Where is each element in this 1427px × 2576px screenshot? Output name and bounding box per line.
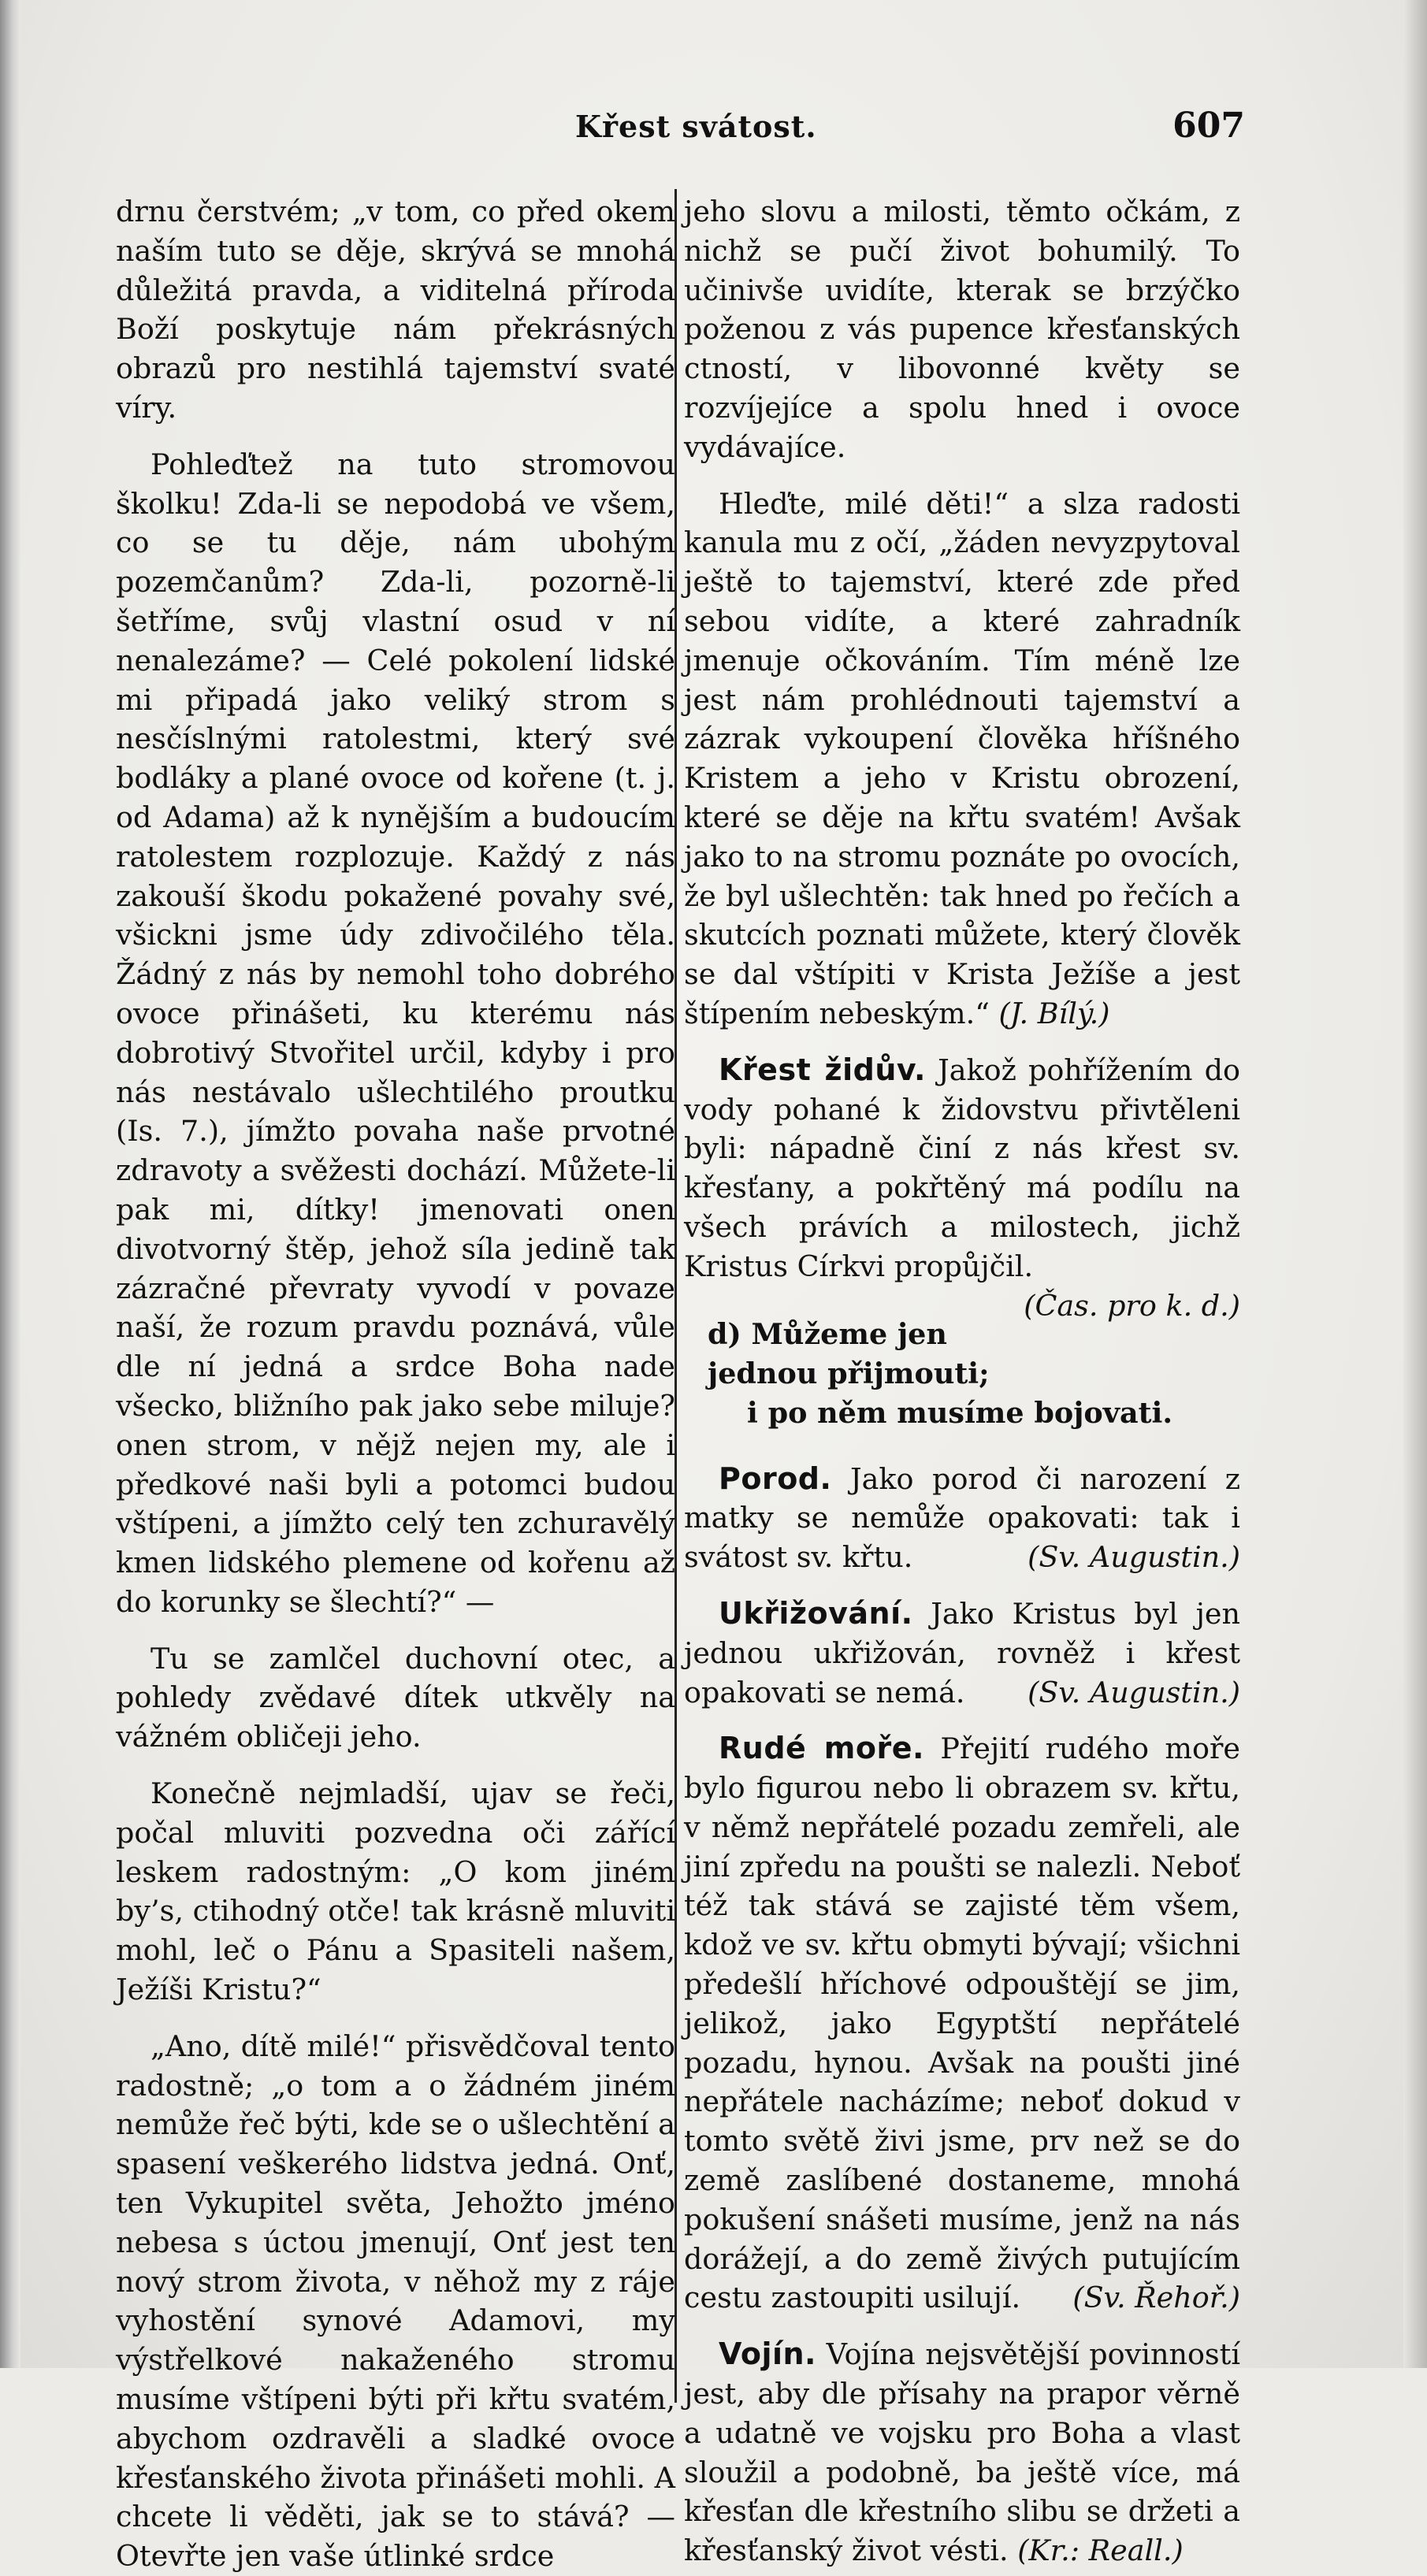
source-citation: (J. Bílý.)	[998, 996, 1110, 1030]
paragraph	[684, 192, 1240, 467]
entry-keyword: Vojín.	[719, 2337, 816, 2372]
paragraph: drnu čerstvém; „v tom, co před okem naším tuto se děje, skrývá se mnohá důležitá pravda, a viditelná příroda Boží poskytuje nám překrásných obrazů pro nestihlá tajemství svaté víry.	[116, 195, 675, 425]
entry-krest-zidu	[684, 1051, 1241, 1323]
page-binding-edge	[0, 0, 20, 2368]
page-number: 607	[1172, 106, 1245, 146]
source-citation: (Sv. Augustin.)	[1028, 1540, 1240, 1575]
entry-keyword: Rudé moře.	[719, 1731, 924, 1766]
entry-keyword: Porod.	[719, 1461, 832, 1496]
right-column	[684, 192, 1240, 2570]
entry-porod	[684, 1460, 1240, 1577]
paragraph: Tu se zamlčel duchovní otec, a pohledy zvědavé dítek utkvěly na vážném obličeji jeho.	[116, 1641, 675, 1754]
paragraph-text: Hleďte, milé děti!“ a slza radosti kanula mu z očí, „žáden nevyzpytoval ještě to tajemství, které zde před sebou vidíte, a které zahradník jmenuje očkováním. Tím méně lze jest nám prohlédnouti tajemství a zázrak vykoupení člověka hříšného Kristem a jeho v Kristu obrození, které se děje na křtu svatém! Avšak jako to na stromu poznáte po ovocích, že byl ušlechtěn: tak hned po řečích a skutcích poznati můžete, který člověk se dal vštípiti v Krista Ježíše a jest štípením nebeským.“	[684, 486, 1240, 1030]
entry-ukrizovani	[684, 1594, 1240, 1712]
source-author: (Kr.:	[1017, 2533, 1080, 2568]
paragraph: Pohleďtež na tuto stromovou školku! Zda-li se nepodobá ve všem, co se tu děje, nám ubohým pozemčanům? Zda-li, pozorně-li šetříme, svůj vlastní osud v ní nenalezáme? — Celé pokolení lidské mi připadá jako veliký strom s nesčíslnými ratolestmi, který své bodláky a plané ovoce od kořene (t. j. od Adama) až k nynějším a budoucím ratolestem rozplozuje. Každý z nás zakouší škodu pokažené povahy své, všickni jsme údy zdivočilého těla. Žádný z nás by nemohl toho dobrého ovoce přinášeti, ku kterému nás dobrotivý Stvořitel určil, kdyby i pro nás nestávalo ušlechtilého proutku (Is. 7.), jímžto povaha naše prvotné zdravoty a svěžesti dochází. Můžete-li pak mi, dítky! jmenovati onen divotvorný štěp, jehož síla jedině tak zázračné převraty vyvodí v povaze naší, že rozum pravdu poznává, vůle dle ní jedná a srdce Boha nade všecko, bližního pak jako sebe miluje? onen strom, v nějž nejen my, ale i předkové naši byli a potomci budou vštípeni, a jímžto celý ten zchuravělý kmen lidského plemene od kořenu až do korunky se šlechtí?“ —	[116, 447, 675, 1619]
source-citation: (Čas. pro k. d.)	[1024, 1288, 1240, 1323]
entry-keyword: Křest židův.	[719, 1052, 926, 1087]
entry-rude-more	[684, 1729, 1240, 2318]
entry-text: Přejití rudého moře bylo figurou nebo li obrazem sv. křtu, v němž nepřátelé pozadu zemřeli, ale jiní zpředu na poušti se nalezli. Neboť též tak stává se zajisté těm všem, kdož ve sv. křtu obmyti bývají; všichni předešlí hříchové odpouštějí se jim, jelikož, jako Egyptští nepřátelé pozadu, hynou. Avšak na poušti jiné nepřátele nacházíme; neboť dokud v tomto světě živi jsme, prv než se do země zaslíbené dostaneme, mnohá pokušení snášeti musíme, jenž na nás dorážejí, a do země živých putujícím cestu zastoupiti usilují.	[684, 1732, 1241, 2315]
page-outer-edge	[1403, 0, 1427, 2368]
running-title: Křest svátost.	[575, 109, 817, 144]
entry-keyword: Ukřižování.	[719, 1595, 913, 1631]
entry-text: Jako porod či narození z matky se nemůže opakovati: tak i svátost sv. křtu.	[684, 1461, 1240, 1575]
source-work: Reall.)	[1088, 2533, 1184, 2568]
entry-text: Jako Kristus byl jen jednou ukřižován, rovněž i křest opakovati se nemá.	[684, 1596, 1240, 1709]
left-column	[116, 192, 675, 2576]
paragraph: Konečně nejmladší, ujav se řeči, počal mluviti pozvedna oči zářící leskem radostným: „O kom jiném by’s, ctihodný otče! tak krásně mluviti mohl, leč o Pánu a Spasiteli našem, Ježíši Kristu?“	[116, 1776, 675, 2007]
entry-text: Vojína nejsvětější povinností jest, aby dle přísahy na prapor věrně a udatně ve vojsku pro Boha a vlast sloužil a podobně, ba ještě více, má křesťan dle křestního slibu se držeti a křesťanský život vésti.	[684, 2337, 1241, 2568]
page-header	[118, 98, 1245, 153]
entry-vojin	[684, 2335, 1240, 2570]
paragraph-text: jeho slovu a milosti, těmto očkám, z nichž se pučí život bohumilý. To učinivše uvidíte, kterak se brzýčko poženou z vás pupence křesťanských ctností, v libovonné květy se rozvíjejíce a spolu hned i ovoce vydávajíce.	[684, 195, 1240, 464]
source-citation: (Sv. Řehoř.)	[1072, 2281, 1240, 2315]
source-citation	[1017, 2533, 1184, 2567]
entry-text: Jakož pohřížením do vody pohané k židovstvu přivtěleni byli: nápadně činí z nás křest sv. křesťany, a pokřtěný má podílu na všech právích a milostech, jichž Kristus Církvi propůjčil.	[684, 1052, 1241, 1283]
section-heading-line: d) Můžeme jen jednou přijmouti;	[708, 1316, 990, 1390]
paragraph: „Ano, dítě milé!“ přisvědčoval tento radostně; „o tom a o žádném jiném nemůže řeč býti, kde se o ušlechtění a spasení veškerého lidstva jedná. Onť, ten Vykupitel světa, Jehožto jméno nebesa s úctou jmenují, Onť jest ten nový strom života, v něhož my z ráje vyhostění synové Adamovi, my výstřelkové nakaženého stromu musíme vštípeni býti při křtu svatém, abychom ozdravěli a sladké ovoce křesťanského života přinášeti mohli. A chcete li věděti, jak se to stává? — Otevřte jen vaše útlinké srdce	[116, 2029, 675, 2574]
section-heading-line: i po něm musíme bojovati.	[747, 1395, 1173, 1430]
section-heading	[708, 1315, 1240, 1433]
paragraph	[684, 484, 1240, 1034]
source-citation: (Sv. Augustin.)	[1028, 1675, 1240, 1709]
